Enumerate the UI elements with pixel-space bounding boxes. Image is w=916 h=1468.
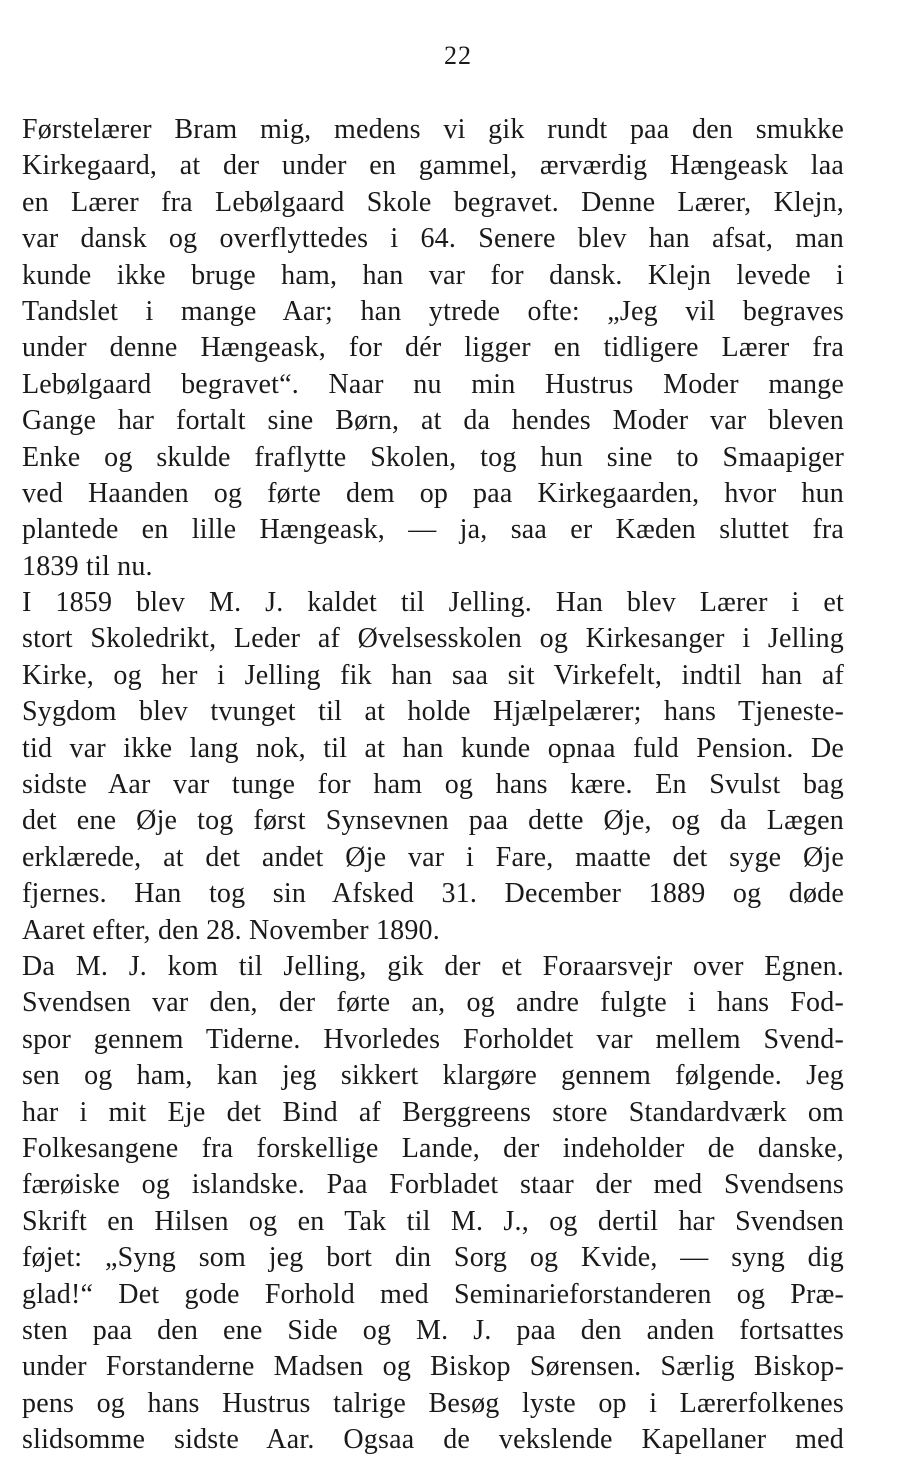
text-line: Sygdom blev tvunget til at holde Hjælpelærer; hans Tjeneste-: [22, 696, 844, 728]
text-line: erklærede, at det andet Øje var i Fare, maatte det syge Øje: [22, 841, 844, 873]
text-line: kunde ikke bruge ham, han var for dansk. Klejn levede i: [22, 259, 844, 291]
text-line: det ene Øje tog først Synsevnen paa dette Øje, og da Lægen: [22, 805, 844, 837]
text-line: sten paa den ene Side og M. J. paa den anden fortsattes: [22, 1314, 844, 1346]
text-line: fjernes. Han tog sin Afsked 31. December 1889 og døde: [22, 878, 844, 910]
text-line: sen og ham, kan jeg sikkert klargøre gennem følgende. Jeg: [22, 1060, 844, 1092]
text-line: 1839 til nu.: [22, 550, 153, 582]
text-line: føjet: „Syng som jeg bort din Sorg og Kvide, — syng dig: [22, 1242, 844, 1274]
text-line: under denne Hængeask, for dér ligger en tidligere Lærer fra: [22, 332, 844, 364]
text-line: Aaret efter, den 28. November 1890.: [22, 914, 440, 946]
text-line: Enke og skulde fraflytte Skolen, tog hun sine to Smaapiger: [22, 441, 844, 473]
text-line: Førstelærer Bram mig, medens vi gik rundt paa den smukke: [22, 114, 844, 145]
body-text: [22, 112, 844, 1458]
text-line: under Forstanderne Madsen og Biskop Sørensen. Særlig Biskop-: [22, 1351, 844, 1383]
text-line: Skrift en Hilsen og en Tak til M. J., og dertil har Svendsen: [22, 1205, 844, 1237]
text-line: Kirkegaard, at der under en gammel, ærværdig Hængeask laa: [22, 150, 844, 182]
text-line: Da M. J. kom til Jelling, gik der et Foraarsvejr over Egnen.: [22, 950, 844, 982]
text-line: færøiske og islandske. Paa Forbladet staar der med Svendsens: [22, 1169, 844, 1201]
text-line: en Lærer fra Lebølgaard Skole begravet. Denne Lærer, Klejn,: [22, 186, 844, 218]
text-line: Svendsen var den, der førte an, og andre fulgte i hans Fod-: [22, 987, 844, 1019]
text-line: Lebølgaard begravet“. Naar nu min Hustrus Moder mange: [22, 368, 844, 400]
text-line: Kirke, og her i Jelling fik han saa sit Virkefelt, indtil han af: [22, 659, 844, 691]
text-line: var dansk og overflyttedes i 64. Senere blev han afsat, man: [22, 223, 844, 255]
text-line: spor gennem Tiderne. Hvorledes Forholdet var mellem Svend-: [22, 1023, 844, 1055]
page-number: 22: [444, 41, 472, 70]
text-line: pens og hans Hustrus talrige Besøg lyste op i Lærerfolkenes: [22, 1387, 844, 1419]
text-line: slidsomme sidste Aar. Ogsaa de vekslende Kapellaner med: [22, 1424, 844, 1456]
text-line: Gange har fortalt sine Børn, at da hendes Moder var bleven: [22, 405, 844, 437]
text-line: glad!“ Det gode Forhold med Seminarieforstanderen og Præ-: [22, 1278, 844, 1310]
text-line: har i mit Eje det Bind af Berggreens store Standardværk om: [22, 1096, 844, 1128]
text-line: tid var ikke lang nok, til at han kunde opnaa fuld Pension. De: [22, 732, 844, 764]
text-line: ved Haanden og førte dem op paa Kirkegaarden, hvor hun: [22, 477, 844, 509]
text-line: sidste Aar var tunge for ham og hans kære. En Svulst bag: [22, 769, 844, 801]
text-line: Folkesangene fra forskellige Lande, der indeholder de danske,: [22, 1132, 844, 1164]
text-line: Tandslet i mange Aar; han ytrede ofte: „Jeg vil begraves: [22, 295, 844, 327]
text-line: plantede en lille Hængeask, — ja, saa er Kæden sluttet fra: [22, 514, 844, 546]
text-line: stort Skoledrikt, Leder af Øvelsesskolen og Kirkesanger i Jelling: [22, 623, 844, 655]
text-line: I 1859 blev M. J. kaldet til Jelling. Han blev Lærer i et: [22, 587, 844, 619]
